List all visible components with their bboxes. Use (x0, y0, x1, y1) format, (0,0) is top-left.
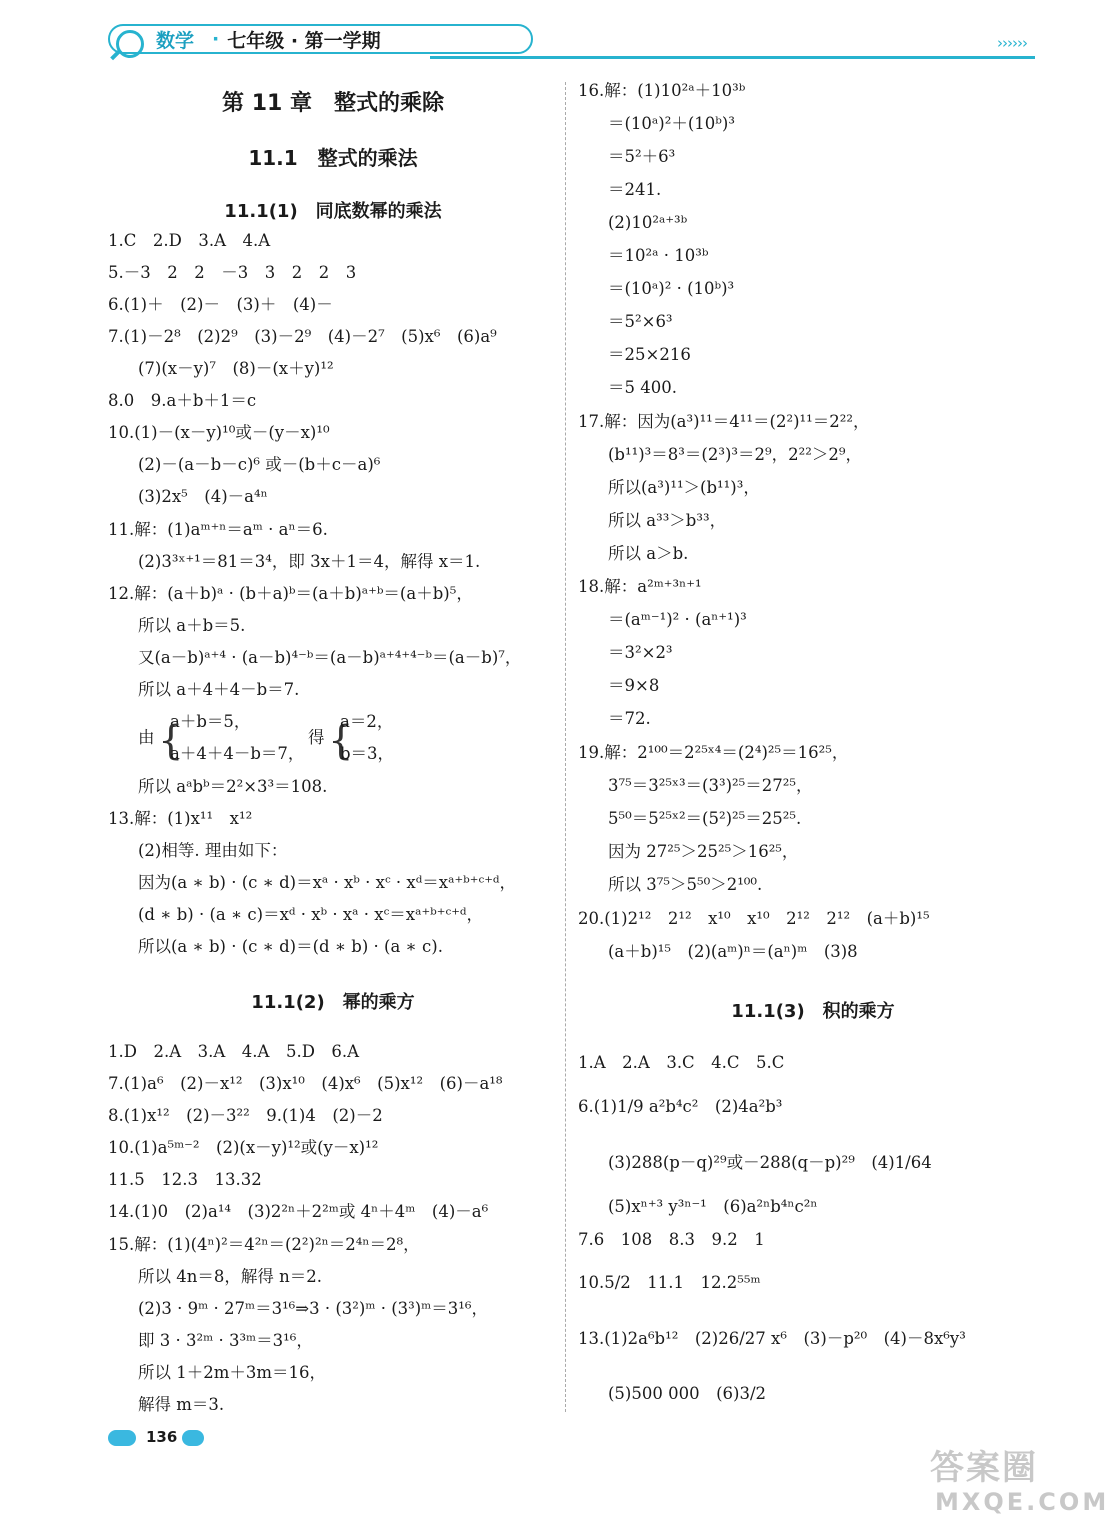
answer-line: (d ∗ b) · (a ∗ c)＝xᵈ · xᵇ · xᵃ · xᶜ＝xᵃ⁺ᵇ⁺ᶜ⁺ᵈ， (138, 905, 484, 924)
answer-line: 19.解：2¹⁰⁰＝2²⁵ˣ⁴＝(2⁴)²⁵＝16²⁵， (578, 743, 849, 762)
answer-line: ＝241. (608, 180, 662, 199)
answer-line: 又(a－b)ᵃ⁺⁴ · (a－b)⁴⁻ᵇ＝(a－b)ᵃ⁺⁴⁺⁴⁻ᵇ＝(a－b)⁷， (138, 648, 522, 667)
equation-system-line: a＋4＋4－b＝7， (170, 744, 305, 763)
answer-line: 1.C 2.D 3.A 4.A (108, 231, 271, 250)
answer-line: 1.D 2.A 3.A 4.A 5.D 6.A (108, 1042, 360, 1061)
equation-system-line: a＝2， (340, 712, 394, 731)
answer-line: (2)10²ᵃ⁺³ᵇ (608, 213, 688, 232)
brace-icon: { (328, 718, 354, 764)
equation-system-result: 得 (308, 728, 325, 747)
answer-line: 所以 a＞b. (608, 544, 689, 563)
answer-line: 即 3 · 3²ᵐ · 3³ᵐ＝3¹⁶， (138, 1331, 313, 1350)
answer-line: 16.解：(1)10²ᵃ＋10³ᵇ (578, 81, 746, 100)
header-title-box (108, 24, 533, 54)
page-header (100, 22, 1035, 62)
chevrons-icon: ›››››› (997, 34, 1027, 52)
answer-line: 所以 aᵃbᵇ＝2²×3³＝108. (138, 777, 328, 796)
answer-line: (2)3³ˣ⁺¹＝81＝3⁴，即 3x＋1＝4，解得 x＝1. (138, 552, 481, 571)
equation-system-prefix: 由 (138, 728, 155, 747)
subsection-title-3: 11.1(3) 积的乘方 (731, 1001, 895, 1022)
equation-system-line: b＝3， (340, 744, 395, 763)
answer-line: ＝3²×2³ (608, 643, 673, 662)
answer-line: 7.(1)a⁶ (2)－x¹² (3)x¹⁰ (4)x⁶ (5)x¹² (6)－a¹⁸ (108, 1074, 503, 1093)
answer-line: (2)相等. 理由如下： (138, 841, 288, 860)
answer-line: 所以(a³)¹¹＞(b¹¹)³， (608, 478, 760, 497)
answer-line: 所以(a ∗ b) · (c ∗ d)＝(d ∗ b) · (a ∗ c). (138, 937, 443, 956)
answer-line: 7.6 108 8.3 9.2 1 (578, 1230, 765, 1249)
answer-line: 解得 m＝3. (138, 1395, 225, 1414)
answer-line: ＝10²ᵃ · 10³ᵇ (608, 246, 709, 265)
header-rule (430, 56, 1035, 59)
grade-label: 七年级 · 第一学期 (227, 29, 381, 52)
brace-icon: { (158, 718, 184, 764)
answer-line: ＝72. (608, 709, 651, 728)
answer-line: 11.5 12.3 13.32 (108, 1170, 262, 1189)
answer-line: 10.(1)－(x－y)¹⁰或－(y－x)¹⁰ (108, 423, 330, 442)
magnifier-icon (116, 30, 144, 58)
answer-line: 17.解：因为(a³)¹¹＝4¹¹＝(2²)¹¹＝2²²， (578, 412, 870, 431)
subsection-title-2: 11.1(2) 幂的乘方 (251, 992, 415, 1013)
answer-line: (a＋b)¹⁵ (2)(aᵐ)ⁿ＝(aⁿ)ᵐ (3)8 (608, 942, 858, 961)
answer-line: (2)－(a－b－c)⁶ 或－(b＋c－a)⁶ (138, 455, 381, 474)
answer-line: 因为 27²⁵＞25²⁵＞16²⁵， (608, 842, 799, 861)
answer-line: 8.0 9.a＋b＋1＝c (108, 391, 257, 410)
answer-line: 10.(1)a⁵ᵐ⁻² (2)(x－y)¹²或(y－x)¹² (108, 1138, 379, 1157)
answer-line: ＝25×216 (608, 345, 691, 364)
answer-line: 所以 a＋b＝5. (138, 616, 246, 635)
page-number: 136 (146, 1428, 178, 1446)
answer-line: 13.(1)2a⁶b¹² (2)26/27 x⁶ (3)－p²⁰ (4)－8x⁶y³ (578, 1329, 966, 1348)
chapter-title: 第 11 章 整式的乘除 (222, 91, 444, 116)
answer-line: (3)2x⁵ (4)－a⁴ⁿ (138, 487, 268, 506)
answer-line: 12.解：(a＋b)ᵃ · (b＋a)ᵇ＝(a＋b)ᵃ⁺ᵇ＝(a＋b)⁵， (108, 584, 473, 603)
answer-line: 5⁵⁰＝5²⁵ˣ²＝(5²)²⁵＝25²⁵. (608, 809, 802, 828)
answer-line: 14.(1)0 (2)a¹⁴ (3)2²ⁿ＋2²ᵐ或 4ⁿ＋4ᵐ (4)－a⁶ (108, 1202, 489, 1221)
answer-line: 20.(1)2¹² 2¹² x¹⁰ x¹⁰ 2¹² 2¹² (a＋b)¹⁵ (578, 909, 930, 928)
footer-decoration-right (182, 1430, 204, 1446)
answer-line: 3⁷⁵＝3²⁵ˣ³＝(3³)²⁵＝27²⁵， (608, 776, 813, 795)
answer-line: 8.(1)x¹² (2)－3²² 9.(1)4 (2)－2 (108, 1106, 383, 1125)
answer-line: ＝(10ᵃ)²＋(10ᵇ)³ (608, 114, 735, 133)
separator-dot: · (212, 28, 220, 50)
answer-line: (b¹¹)³＝8³＝(2³)³＝2⁹，2²²＞2⁹， (608, 445, 862, 464)
answer-line: 所以 1＋2m＋3m＝16， (138, 1363, 327, 1382)
answer-line: 所以 3⁷⁵＞5⁵⁰＞2¹⁰⁰. (608, 875, 763, 894)
watermark-logo: 答案圈 (930, 1448, 1038, 1488)
answer-line: ＝9×8 (608, 676, 660, 695)
answer-line: 15.解：(1)(4ⁿ)²＝4²ⁿ＝(2²)²ⁿ＝2⁴ⁿ＝2⁸， (108, 1235, 420, 1254)
answer-line: ＝5²×6³ (608, 312, 673, 331)
subsection-title-1: 11.1(1) 同底数幂的乘法 (224, 201, 442, 222)
answer-line: (5)xⁿ⁺³ y³ⁿ⁻¹ (6)a²ⁿb⁴ⁿc²ⁿ (608, 1197, 818, 1216)
answer-line: (2)3 · 9ᵐ · 27ᵐ＝3¹⁶⇒3 · (3²)ᵐ · (3³)ᵐ＝3¹⁶， (138, 1299, 489, 1318)
column-divider (565, 82, 566, 1412)
answer-line: 7.(1)－2⁸ (2)2⁹ (3)－2⁹ (4)－2⁷ (5)x⁶ (6)a⁹ (108, 327, 497, 346)
answer-line: 11.解：(1)aᵐ⁺ⁿ＝aᵐ · aⁿ＝6. (108, 520, 328, 539)
subject-label: 数学 (156, 29, 195, 52)
answer-line: 所以 a＋4＋4－b＝7. (138, 680, 300, 699)
answer-line: 所以 4n＝8，解得 n＝2. (138, 1267, 322, 1286)
equation-system-line: a＋b＝5， (170, 712, 251, 731)
answer-line: (5)500 000 (6)3/2 (608, 1384, 767, 1403)
answer-line: 1.A 2.A 3.C 4.C 5.C (578, 1053, 785, 1072)
answer-line: ＝5 400. (608, 378, 677, 397)
answer-line: 6.(1)1/9 a²b⁴c² (2)4a²b³ (578, 1097, 783, 1116)
answer-line: ＝(aᵐ⁻¹)² · (aⁿ⁺¹)³ (608, 610, 747, 629)
answer-line: (7)(x－y)⁷ (8)－(x＋y)¹² (138, 359, 334, 378)
footer-decoration-left (108, 1430, 136, 1446)
answer-line: 6.(1)＋ (2)－ (3)＋ (4)－ (108, 295, 333, 314)
answer-line: (3)288(p－q)²⁹或－288(q－p)²⁹ (4)1/64 (608, 1153, 932, 1172)
answer-line: 因为(a ∗ b) · (c ∗ d)＝xᵃ · xᵇ · xᶜ · xᵈ＝xᵃ⁺ᵇ⁺ᶜ⁺ᵈ， (138, 873, 517, 892)
answer-line: 10.5/2 11.1 12.2⁵⁵ᵐ (578, 1273, 761, 1292)
answer-line: ＝(10ᵃ)² · (10ᵇ)³ (608, 279, 735, 298)
answer-line: 所以 a³³＞b³³， (608, 511, 727, 530)
watermark-url: MXQE.COM (935, 1488, 1109, 1516)
answer-line: 5.－3 2 2 －3 3 2 2 3 (108, 263, 357, 282)
answer-line: ＝5²＋6³ (608, 147, 676, 166)
section-title: 11.1 整式的乘法 (248, 146, 418, 170)
answer-line: 13.解：(1)x¹¹ x¹² (108, 809, 253, 828)
answer-line: 18.解：a²ᵐ⁺³ⁿ⁺¹ (578, 577, 702, 596)
